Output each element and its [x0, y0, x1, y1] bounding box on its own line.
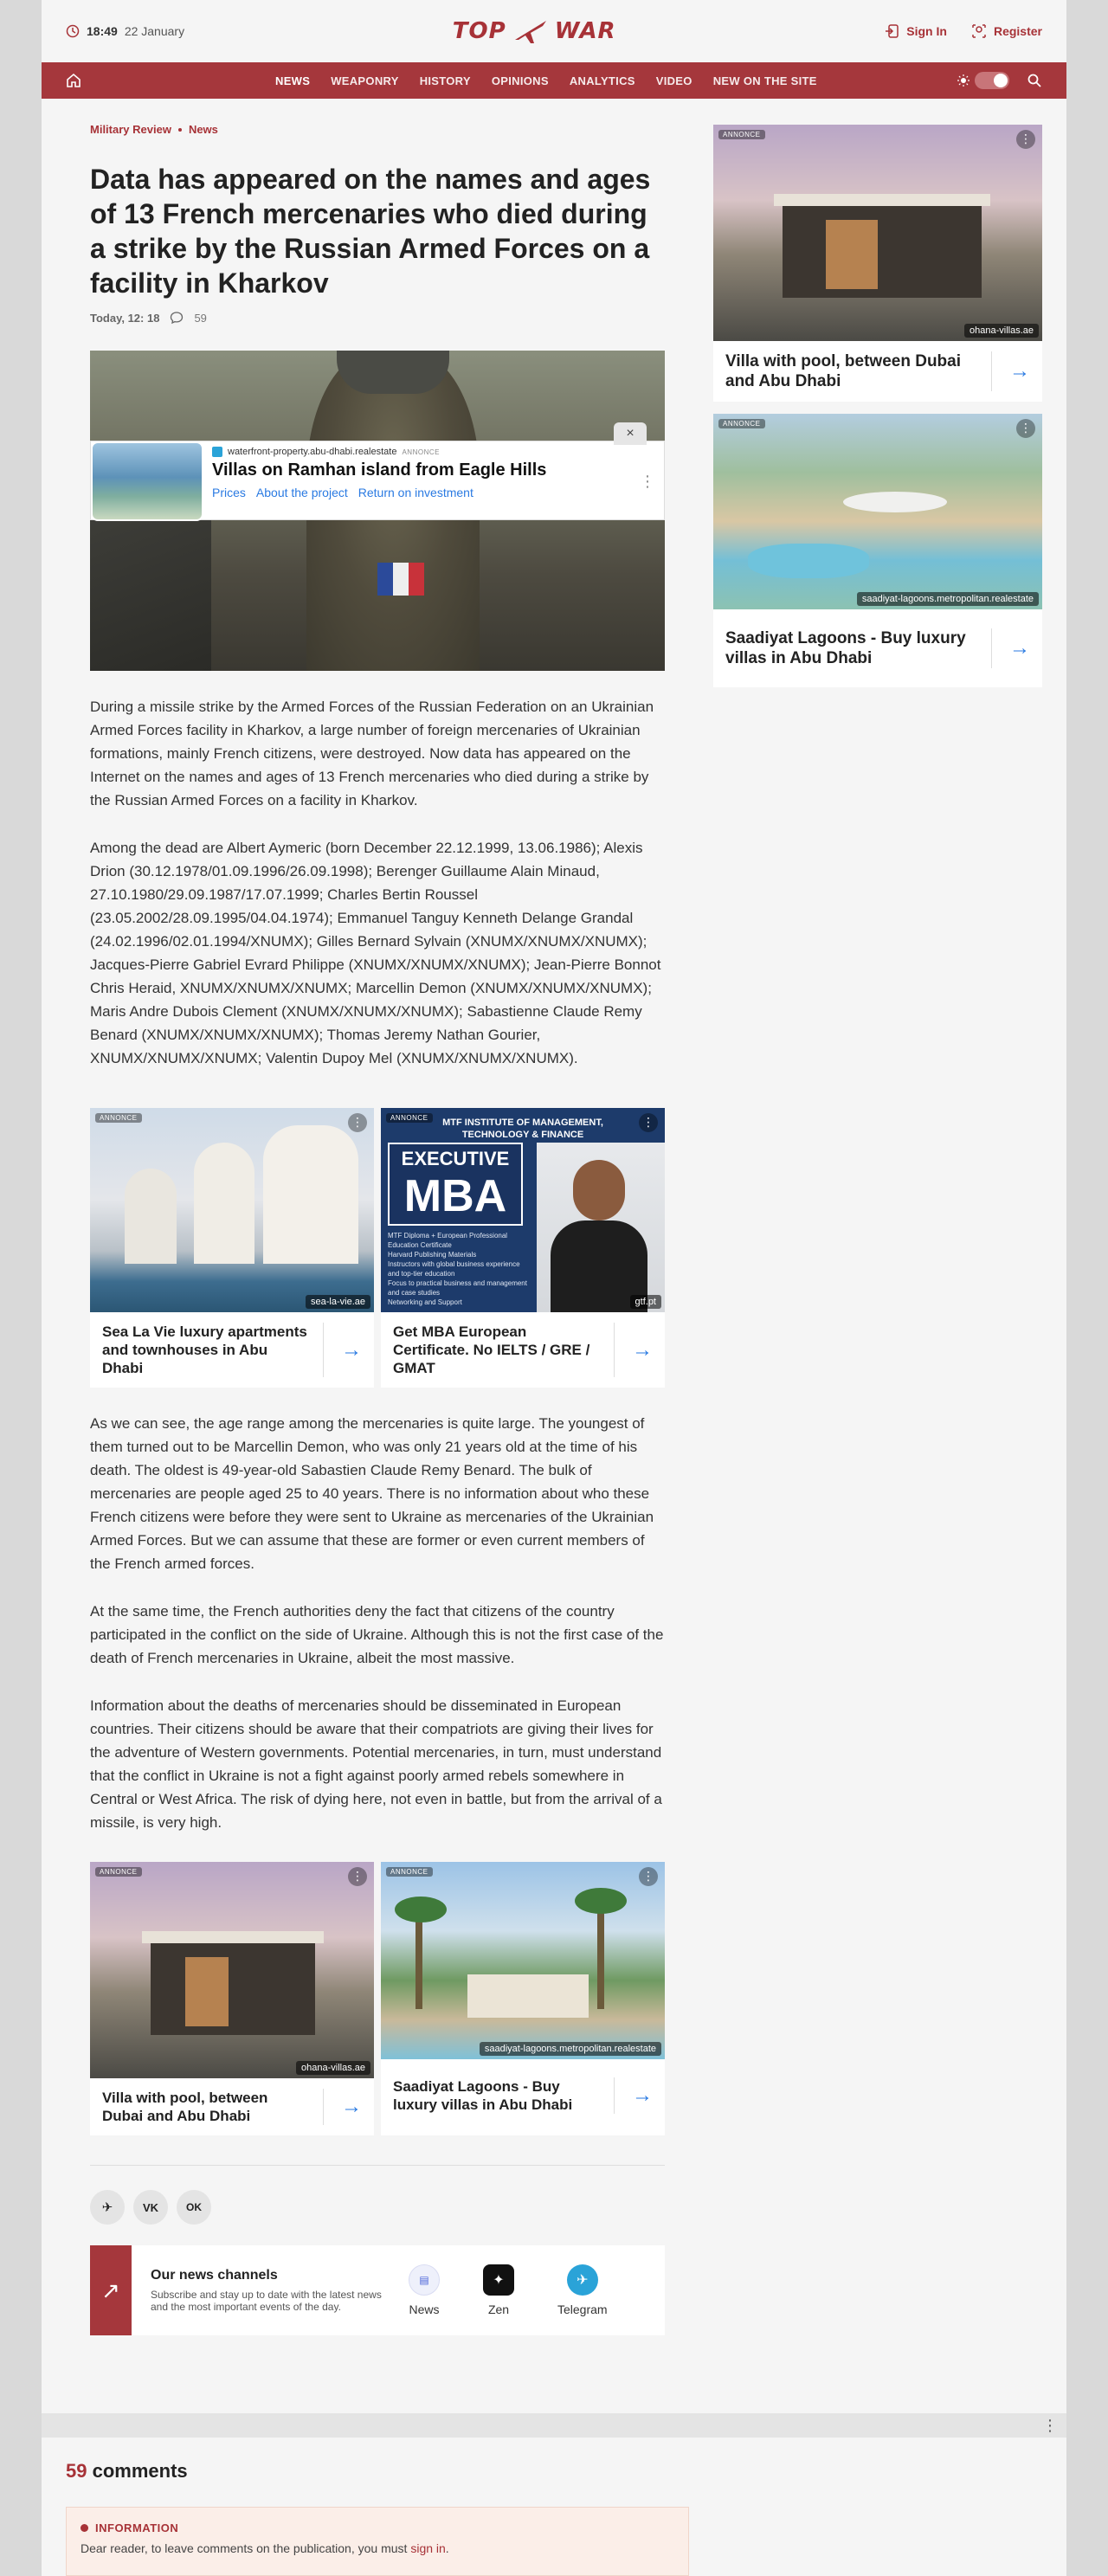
overlay-ad-link-about[interactable]: About the project	[255, 486, 348, 499]
breadcrumb	[90, 123, 665, 136]
hero-truck-shape	[90, 498, 211, 671]
ad-source: ohana-villas.ae	[296, 2061, 370, 2075]
overlay-ad-label: ANNONCE	[402, 448, 440, 456]
mba-bullet: Networking and Support	[388, 1298, 462, 1306]
telegram-icon: ✈	[567, 2264, 598, 2296]
aircraft-icon	[512, 14, 550, 48]
top-bar	[42, 0, 1066, 62]
hero-helmet-shape	[337, 351, 449, 394]
login-icon	[884, 23, 899, 39]
overlay-ad-title[interactable]: Villas on Ramhan island from Eagle Hills	[212, 460, 547, 480]
ad-label: ANNONCE	[718, 419, 765, 428]
register-button[interactable]	[971, 23, 1042, 39]
overlay-ad-link-roi[interactable]: Return on investment	[358, 486, 473, 499]
datetime	[66, 24, 184, 38]
article-date: Today, 12: 18	[90, 311, 160, 325]
ad-image[interactable]	[713, 125, 1042, 341]
article	[90, 99, 665, 2335]
overlay-ad-link-prices[interactable]: Prices	[212, 486, 246, 499]
ad-card[interactable]	[713, 414, 1042, 687]
mba-bullet: Instructors with global business experience and top-tier education	[388, 1260, 520, 1278]
nav-history[interactable]: HISTORY	[419, 74, 471, 87]
overlay-ad-thumbnail[interactable]	[91, 441, 203, 521]
share-buttons	[90, 2190, 665, 2225]
comments-label: comments	[92, 2460, 188, 2482]
crumb-military-review[interactable]: Military Review	[90, 123, 171, 136]
channel-telegram[interactable]	[557, 2264, 608, 2316]
article-body	[90, 695, 665, 1070]
ad-title[interactable]: Saadiyat Lagoons - Buy luxury villas in Abu Dhabi	[393, 2077, 615, 2114]
ad-card[interactable]	[713, 125, 1042, 402]
french-flag-patch	[377, 563, 424, 596]
arrow-right-icon[interactable]: →	[1009, 636, 1030, 660]
ad-label: ANNONCE	[95, 1867, 142, 1877]
section-strip	[42, 2413, 1066, 2438]
overlay-ad-menu-icon[interactable]: ⋮	[640, 473, 655, 490]
article-body-continued	[90, 1412, 665, 1834]
sign-in-link[interactable]: sign in	[410, 2541, 446, 2555]
search-icon[interactable]	[1027, 73, 1042, 88]
comment-icon	[170, 311, 184, 325]
channel-news-label: News	[409, 2302, 440, 2316]
article-paragraph: Among the dead are Albert Aymeric (born December 22.12.1999, 13.06.1986); Alexis Drion (30.12.1978/01.09.1996/26.09.1998); Berenger Guillaume Alain Minaud, 27.10.1980/29.09.1987/17.07.1999; Charles Bertin Roussel (23.05.2002/28.09.1995/04.04.1974); Emmanuel Tanguy Kenneth Delange Grandal (24.02.1996/02.01.1994/XNUMX); Gilles Bernard Sylvain (XNUMX/XNUMX/XNUMX); Jacques-Pierre Gabriel Evrard Philippe (XNUMX/XNUMX/XNUMX); Jean-Pierre Bonnot Chris Heraid, XNUMX/XNUMX/XNUMX; Marcellin Demon (XNUMX/XNUMX/XNUMX); Maris Andre Dubois Clement (XNUMX/XNUMX/XNUMX); Sabastienne Claude Remy Benard (XNUMX/XNUMX/XNUMX); Thomas Jeremy Nathan Gourier, XNUMX/XNUMX/XNUMX; Valentin Dupoy Mel (XNUMX/XNUMX/XNUMX).	[90, 840, 661, 1066]
ad-title[interactable]: Sea La Vie luxury apartments and townhouses in Abu Dhabi	[102, 1323, 324, 1377]
ad-title[interactable]: Saadiyat Lagoons - Buy luxury villas in Abu Dhabi	[725, 628, 992, 668]
ad-row-bottom	[90, 1862, 665, 2135]
article-paragraph: Information about the deaths of mercenaries should be disseminated in European countries. Their citizens should be aware that their compatriots are giving their lives for the adventure of Western governments. Potential mercenaries, in turn, must understand that the conflict in Ukraine is not a fight against poorly armed rebels somewhere in Central or West Africa. The risk of dying here, not even in battle, but from the arrival of a missile, is very high.	[90, 1697, 662, 1831]
ad-title[interactable]: Villa with pool, between Dubai and Abu Dhabi	[725, 351, 992, 391]
ad-card[interactable]	[381, 1108, 665, 1388]
arrow-right-icon[interactable]: →	[1009, 359, 1030, 383]
theme-toggle[interactable]	[975, 72, 1009, 89]
comments-info-box	[66, 2507, 689, 2576]
ad-menu-icon[interactable]: ⋮	[348, 1113, 367, 1132]
ad-menu-icon[interactable]: ⋮	[639, 1113, 658, 1132]
info-title: INFORMATION	[95, 2521, 179, 2534]
nav-weaponry[interactable]: WEAPONRY	[331, 74, 399, 87]
article-meta	[90, 311, 665, 325]
sign-in-label: Sign In	[906, 24, 947, 38]
overlay-ad-source-row	[212, 447, 546, 457]
register-icon	[971, 23, 987, 39]
info-heading	[81, 2521, 674, 2534]
comments-heading	[66, 2460, 188, 2483]
mba-bullet: MTF Diploma + European Professional Education Certificate	[388, 1232, 508, 1249]
article-title: Data has appeared on the names and ages of 13 French mercenaries who died during a strike by the Russian Armed Forces on a facility in Kharkov	[90, 164, 651, 299]
nav-new-on-site[interactable]: NEW ON THE SITE	[712, 74, 817, 87]
ad-source: gtf.pt	[630, 1295, 661, 1309]
info-text	[81, 2541, 674, 2555]
time: 18:49	[87, 24, 118, 38]
telegram-share-button[interactable]: ✈	[90, 2190, 125, 2225]
article-comment-count[interactable]: 59	[194, 311, 207, 325]
news-icon: ▤	[409, 2264, 440, 2296]
page	[42, 0, 1066, 2576]
ad-row-mid	[90, 1108, 665, 1388]
zen-icon: ✦	[483, 2264, 514, 2296]
ad-image[interactable]	[90, 1108, 374, 1312]
ad-image[interactable]	[381, 1108, 665, 1312]
article-paragraph: At the same time, the French authorities deny the fact that citizens of the country participated in the conflict on the side of Ukraine. Although this is not the first case of the death of French mercenaries in Ukraine, albeit the most massive.	[90, 1603, 664, 1666]
crumb-news[interactable]: News	[188, 123, 218, 136]
ad-card[interactable]	[90, 1108, 374, 1388]
channel-zen[interactable]	[483, 2264, 514, 2316]
nav-news[interactable]: NEWS	[275, 74, 311, 87]
arrow-right-icon[interactable]: →	[632, 2083, 653, 2107]
ad-title[interactable]: Villa with pool, between Dubai and Abu Dhabi	[102, 2089, 324, 2125]
arrow-right-icon[interactable]: →	[341, 1337, 362, 1362]
ad-source: saadiyat-lagoons.metropolitan.realestate	[480, 2042, 661, 2056]
ad-label: ANNONCE	[386, 1113, 433, 1123]
channels-subtitle: Subscribe and stay up to date with the latest news and the most important events of the day.	[151, 2289, 382, 2313]
overlay-ad-close-button[interactable]: ×	[614, 422, 647, 445]
nav-analytics[interactable]: ANALYTICS	[569, 74, 635, 87]
article-paragraph: As we can see, the age range among the mercenaries is quite large. The youngest of them turned out to be Marcellin Demon, who was only 21 years old at the time of his death. The oldest is 49-year-old Sabastien Claude Remy Benard. The bulk of mercenaries are people aged 25 to 40 years. There is no information about who these French citizens were before they were sent to Ukraine as mercenaries of the Ukrainian Armed Forces. But we can assume that these are former or even current members of the French armed forces.	[90, 1415, 654, 1572]
info-dot-icon	[81, 2524, 88, 2532]
divider	[90, 2165, 665, 2166]
ad-image[interactable]	[381, 1862, 665, 2059]
main-nav	[42, 62, 1066, 99]
ad-menu-icon[interactable]: ⋮	[1016, 130, 1035, 149]
arrow-up-right-icon: ↗	[90, 2245, 132, 2335]
ad-label: ANNONCE	[95, 1113, 142, 1123]
ad-image[interactable]	[713, 414, 1042, 609]
mba-banner-heading: EXECUTIVE	[401, 1148, 510, 1169]
article-paragraph: During a missile strike by the Armed Forces of the Russian Federation on an Ukrainian Armed Forces facility in Kharkov, a large number of foreign mercenaries of Ukrainian formations, mainly French citizens, were destroyed. Now data has appeared on the Internet on the names and ages of 13 French mercenaries who died during a strike by the Russian Armed Forces on a facility in Kharkov.	[90, 699, 654, 808]
info-message-end: .	[445, 2541, 449, 2555]
logo-text-2: WAR	[554, 18, 616, 44]
ad-source: ohana-villas.ae	[964, 324, 1039, 338]
overlay-ad[interactable]	[90, 426, 665, 520]
ok-share-button[interactable]: OK	[177, 2190, 211, 2225]
channel-zen-label: Zen	[487, 2302, 510, 2316]
nav-opinions[interactable]: OPINIONS	[491, 74, 549, 87]
mba-banner-big: MBA	[403, 1171, 507, 1221]
ad-menu-icon[interactable]: ⋮	[639, 1867, 658, 1886]
article-hero-image	[90, 351, 665, 671]
ad-card[interactable]	[90, 1862, 374, 2135]
sun-icon	[957, 74, 970, 87]
ad-image[interactable]	[90, 1862, 374, 2078]
ad-title[interactable]: Get MBA European Certificate. No IELTS / GRE / GMAT	[393, 1323, 615, 1377]
overlay-ad-source: waterfront-property.abu-dhabi.realestate	[228, 447, 397, 457]
vk-share-button[interactable]: VK	[133, 2190, 168, 2225]
channel-news[interactable]	[409, 2264, 440, 2316]
crumb-separator	[178, 128, 182, 132]
ad-card[interactable]	[381, 1862, 665, 2135]
info-message: Dear reader, to leave comments on the publication, you must	[81, 2541, 408, 2555]
more-options-icon[interactable]: ⋮	[1042, 2417, 1058, 2434]
ad-menu-icon[interactable]: ⋮	[1016, 419, 1035, 438]
arrow-right-icon[interactable]: →	[632, 1337, 653, 1362]
ad-source-icon	[212, 447, 222, 457]
mba-bullet: Harvard Publishing Materials	[388, 1251, 477, 1259]
mba-bullet: Focus to practical business and management and case studies	[388, 1279, 527, 1297]
sign-in-button[interactable]	[884, 23, 947, 39]
mba-banner-title: MTF INSTITUTE OF MANAGEMENT, TECHNOLOGY & FINANCE	[442, 1117, 603, 1140]
comments-count: 59	[66, 2460, 87, 2482]
register-label: Register	[993, 24, 1042, 38]
home-icon[interactable]	[66, 73, 81, 88]
sidebar	[713, 125, 1042, 699]
ad-menu-icon[interactable]: ⋮	[348, 1867, 367, 1886]
site-logo[interactable]	[453, 14, 616, 48]
news-channels-box	[90, 2245, 665, 2335]
channel-telegram-label: Telegram	[557, 2302, 608, 2316]
date: 22 January	[124, 24, 185, 38]
clock-icon	[66, 24, 80, 38]
ad-source: saadiyat-lagoons.metropolitan.realestate	[857, 592, 1039, 606]
arrow-right-icon[interactable]: →	[341, 2095, 362, 2118]
logo-text-1: TOP	[452, 18, 506, 44]
ad-label: ANNONCE	[718, 130, 765, 139]
ad-label: ANNONCE	[386, 1867, 433, 1877]
ad-source: sea-la-vie.ae	[306, 1295, 370, 1309]
nav-video[interactable]: VIDEO	[655, 74, 692, 87]
channels-title: Our news channels	[151, 2268, 278, 2283]
